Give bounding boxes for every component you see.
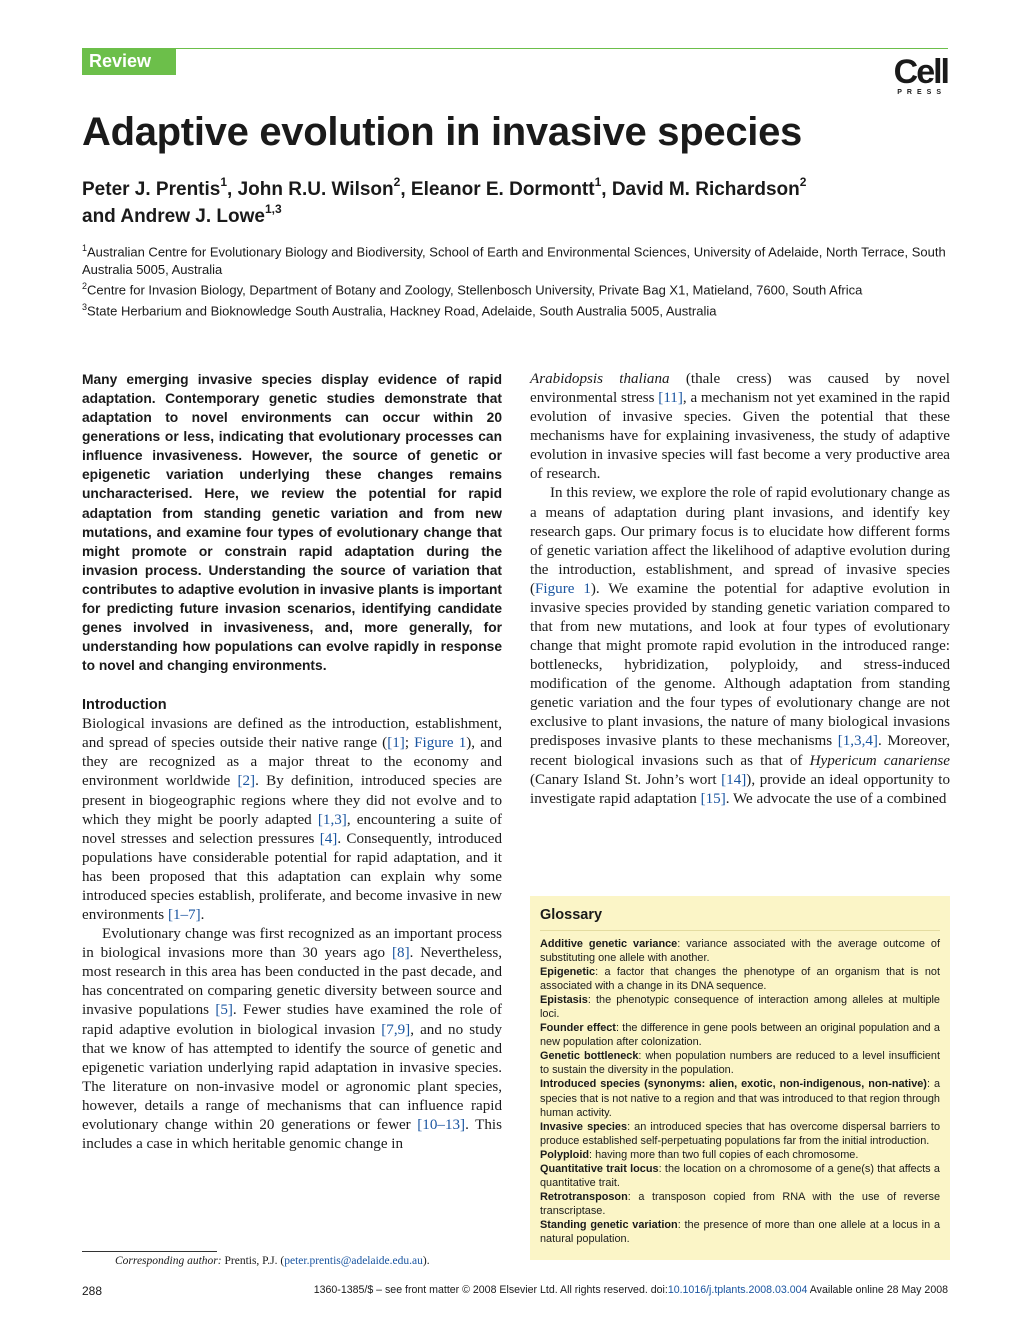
affiliation-text: Centre for Invasion Biology, Department of Botany and Zoology, Stellenbosch University, Private Bag X1, Matieland, 7600, South Africa <box>87 282 863 298</box>
glossary-entry <box>540 965 940 993</box>
author-email-link[interactable]: peter.prentis@adelaide.edu.au <box>284 1255 423 1267</box>
glossary-entry <box>540 1021 940 1049</box>
glossary-term: Invasive species <box>540 1120 628 1133</box>
text-run: (Canary Island St. John’s wort <box>530 771 722 788</box>
author-name: and Andrew J. Lowe <box>82 206 265 227</box>
glossary-definition: : when population numbers are reduced to a level insufficient to sustain the diversity in the population. <box>540 1050 941 1077</box>
footnote-name: Prentis, P.J. ( <box>221 1255 285 1267</box>
affiliation-number: 1 <box>82 243 88 253</box>
availability-text: Available online 28 May 2008 <box>807 1284 948 1296</box>
intro-paragraph-1 <box>82 715 502 925</box>
glossary-entry <box>540 1190 940 1218</box>
left-column <box>82 370 502 1154</box>
text-run: ), provide an ideal opportunity to investigate rapid adaptation <box>530 771 950 807</box>
author-separator: , <box>400 179 411 200</box>
author-name: Peter J. Prentis <box>82 179 221 200</box>
glossary-term: Polyploid <box>540 1148 590 1161</box>
glossary-definition: : variance associated with the average outcome of substituting one allele with another. <box>540 938 940 965</box>
glossary-entry <box>540 993 940 1021</box>
citation-link[interactable]: [1,3] <box>317 811 347 828</box>
glossary-term: Epistasis <box>540 994 588 1007</box>
text-run: . <box>200 907 205 924</box>
glossary-definition: : the location on a chromosome of a gene(s) that affects a quantitative trait. <box>540 1162 940 1189</box>
glossary-term: Founder effect <box>540 1022 616 1035</box>
text-run: . This includes a case in which heritable genomic change in <box>82 1116 502 1152</box>
logo-main: Cell <box>893 53 948 91</box>
glossary-definition: : a factor that changes the phenotype of an organism that is not associated with a change in its DNA sequence. <box>540 966 940 993</box>
intro-paragraph-2 <box>82 925 502 1154</box>
text-run: Biological invasions are defined as the introduction, establishment, and spread of species outside their native range ( <box>82 716 502 752</box>
citation-link[interactable]: [15] <box>700 790 726 807</box>
cell-press-logo <box>893 53 948 97</box>
footnote-end: ). <box>422 1255 430 1267</box>
abstract: Many emerging invasive species display evidence of rapid adaptation. Contemporary genetic studies demonstrate that adaptation to novel environments can occur within 20 generations or less, indicating that evolutionary processes can influence invasiveness. However, the source of genetic or epigenetic variation underlying these changes remains uncharacterised. Here, we review the potential for rapid adaptation from standing genetic variation and from new mutations, and examine four types of evolutionary change that might promote or constrain rapid adaptation during the invasion process. Understanding the source of variation that contributes to adaptive evolution in invasive plants is important for predicting future invasion scenarios, identifying candidate genes involved in invasiveness, and, more generally, for understanding how populations can evolve rapidly in response to novel and changing environments. <box>82 372 502 674</box>
glossary-term: Additive genetic variance <box>540 938 678 950</box>
citation-link[interactable]: [8] <box>392 945 410 962</box>
author-name: David M. Richardson <box>611 179 800 200</box>
citation-link[interactable]: Figure 1 <box>414 735 467 752</box>
glossary-term: Epigenetic <box>540 966 596 979</box>
affiliation <box>82 240 957 278</box>
doi-link[interactable]: 10.1016/j.tplants.2008.03.004 <box>667 1284 808 1296</box>
glossary-definition: : having more than two full copies of each chromosome. <box>589 1148 859 1161</box>
affiliation <box>82 299 957 320</box>
glossary-term: Genetic bottleneck <box>540 1050 639 1063</box>
citation-link[interactable]: [11] <box>658 390 683 407</box>
glossary-box <box>530 896 950 1260</box>
species-name: Hypericum canariense <box>809 752 951 769</box>
section-tab: Review <box>82 48 176 75</box>
citation-link[interactable]: [10–13] <box>417 1116 466 1133</box>
header-rule <box>82 48 948 49</box>
author-list <box>82 176 962 230</box>
glossary-entry <box>540 1148 940 1162</box>
citation-link[interactable]: [1–7] <box>167 907 201 924</box>
citation-link[interactable]: [2] <box>237 773 256 790</box>
glossary-term: Standing genetic variation <box>540 1218 678 1231</box>
glossary-definition: : the presence of more than one allele at a locus in a natural population. <box>540 1218 940 1245</box>
right-paragraph-1 <box>530 370 950 484</box>
text-run: ), and they are recognized as a major threat to the economy and environment worldwide <box>82 735 503 790</box>
text-run: ; <box>404 735 415 752</box>
author-separator: , <box>601 179 612 200</box>
glossary-definition: : a species that is not native to a region and that was introduced to that region through human activity. <box>540 1078 940 1119</box>
copyright-line <box>314 1284 948 1296</box>
text-run: . Moreover, recent biological invasions such as that of <box>530 733 950 769</box>
text-run: . Consequently, introduced populations have considerable potential for rapid adaptation, and it has been proposed that this adaptation can explain why some introduced species establish, proliferate, and become invasive in new environments <box>82 830 503 924</box>
copyright-text: 1360-1385/$ – see front matter © 2008 Elsevier Ltd. All rights reserved. doi: <box>313 1284 668 1296</box>
intro-heading: Introduction <box>82 697 167 714</box>
text-run: In this review, we explore the role of rapid evolutionary change as a means of adaptation during plant invasions, and identify key research gaps. Our primary focus is to elucidate how different forms of genetic variation affect the likelihood of adaptive evolution during the introduction, establishment, and spread of invasive species ( <box>530 485 950 597</box>
text-run: . We advocate the use of a combined <box>725 790 947 807</box>
glossary-entries <box>540 937 940 1246</box>
glossary-entry <box>540 1218 940 1246</box>
affiliation-number: 3 <box>82 301 88 312</box>
glossary-entry <box>540 937 940 965</box>
affiliation-text: Australian Centre for Evolutionary Biology and Biodiversity, School of Earth and Environmental Sciences, University of Adelaide, North Terrace, South Australia 5005, Australia <box>82 244 946 277</box>
glossary-definition: : the difference in gene pools between an original population and a new population after colonization. <box>540 1022 940 1049</box>
text-run: ). We examine the potential for adaptive evolution in invasive species provided by standing genetic variation compared to that from new mutations, and look at four types of evolutionary change that might promote rapid evolution in the introduced range: bottlenecks, hybridization, polyploidy, and stress-induced modification of the genome. Although adaptation from standing genetic variation and the four types of evolutionary change are not exclusive to plant invasions, the nature of many biological invasions predisposes invasive plants to these mechanisms <box>530 580 951 750</box>
glossary-definition: : an introduced species that has overcome dispersal barriers to produce established self-perpetuating populations far from the initial introduction. <box>540 1120 941 1147</box>
logo-sub: PRESS <box>897 89 946 96</box>
article-title: Adaptive evolution in invasive species <box>82 110 802 154</box>
text-run: , encountering a suite of novel stresses and selection pressures <box>82 811 502 847</box>
affiliation-number: 2 <box>82 280 88 291</box>
text-run: , a mechanism not yet examined in the rapid evolution of invasive species. Given the potential that these mechanisms have for explaining invasiveness, the study of adaptive evolution in invasive species will fast become a very productive area of research. <box>530 390 950 483</box>
text-run: (thale cress) was caused by novel environmental stress <box>530 371 950 407</box>
citation-link[interactable]: [5] <box>215 1002 233 1019</box>
species-name: Arabidopsis thaliana <box>530 371 670 387</box>
text-run: . Fewer studies have examined the role of rapid adaptive evolution in biological invasion <box>82 1002 502 1038</box>
glossary-entry <box>540 1077 940 1119</box>
text-run: , and no study that we know of has attempted to identify the source of genetic and epigenetic variation underlying rapid adaptation in invasive species. The literature on non-invasive model or agronomic plant species, however, details a range of mechanisms that can influence rapid evolutionary change within 20 generations or fewer <box>82 1021 502 1133</box>
affiliation-text: State Herbarium and Bioknowledge South Australia, Hackney Road, Adelaide, South Australia 5005, Australia <box>87 302 717 318</box>
citation-link[interactable]: [14] <box>721 771 747 788</box>
corresponding-author-note <box>115 1254 430 1269</box>
citation-link[interactable]: Figure 1 <box>535 580 591 597</box>
author-affiliation-marker: 2 <box>393 174 401 189</box>
author-affiliation-marker: 1 <box>220 174 228 189</box>
citation-link[interactable]: [4] <box>319 830 338 847</box>
author-affiliation-marker: 1,3 <box>265 201 282 216</box>
author-separator: , <box>227 179 238 200</box>
text-run: . Nevertheless, most research in this area has been conducted in the past decade, and has concentrated on comparing genetic diversity between source and invasive populations <box>82 945 503 1019</box>
page-number: 288 <box>82 1284 103 1298</box>
glossary-term: Introduced species (synonyms: alien, exotic, non-indigenous, non-native) <box>540 1078 927 1091</box>
glossary-definition: : a transposon copied from RNA with the use of reverse transcriptase. <box>540 1190 940 1217</box>
text-run: Evolutionary change was first recognized as an important process in biological invasions more than 30 years ago <box>82 926 502 962</box>
author-name: Eleanor E. Dormontt <box>410 179 595 200</box>
footnote-label: Corresponding author: <box>115 1255 222 1267</box>
affiliation-list <box>82 240 957 319</box>
right-column <box>530 370 950 809</box>
glossary-entry <box>540 1162 940 1190</box>
author-affiliation-marker: 2 <box>799 174 807 189</box>
citation-link[interactable]: [1,3,4] <box>837 733 878 750</box>
author-name: John R.U. Wilson <box>237 179 394 200</box>
right-paragraph-2 <box>530 484 950 808</box>
glossary-entry <box>540 1049 940 1077</box>
citation-link[interactable]: [1] <box>387 735 405 752</box>
glossary-entry <box>540 1120 940 1148</box>
glossary-definition: : the phenotypic consequence of interaction among alleles at multiple loci. <box>540 994 940 1021</box>
text-run: . By definition, introduced species are present in biogeographic regions where they did not evolve and to which they might be poorly adapted <box>82 773 502 828</box>
glossary-title: Glossary <box>540 904 940 931</box>
author-affiliation-marker: 1 <box>594 174 602 189</box>
footnote-rule <box>82 1251 217 1252</box>
affiliation <box>82 278 957 299</box>
glossary-term: Quantitative trait locus <box>540 1162 659 1175</box>
citation-link[interactable]: [7,9] <box>381 1021 411 1038</box>
glossary-term: Retrotransposon <box>540 1190 628 1203</box>
